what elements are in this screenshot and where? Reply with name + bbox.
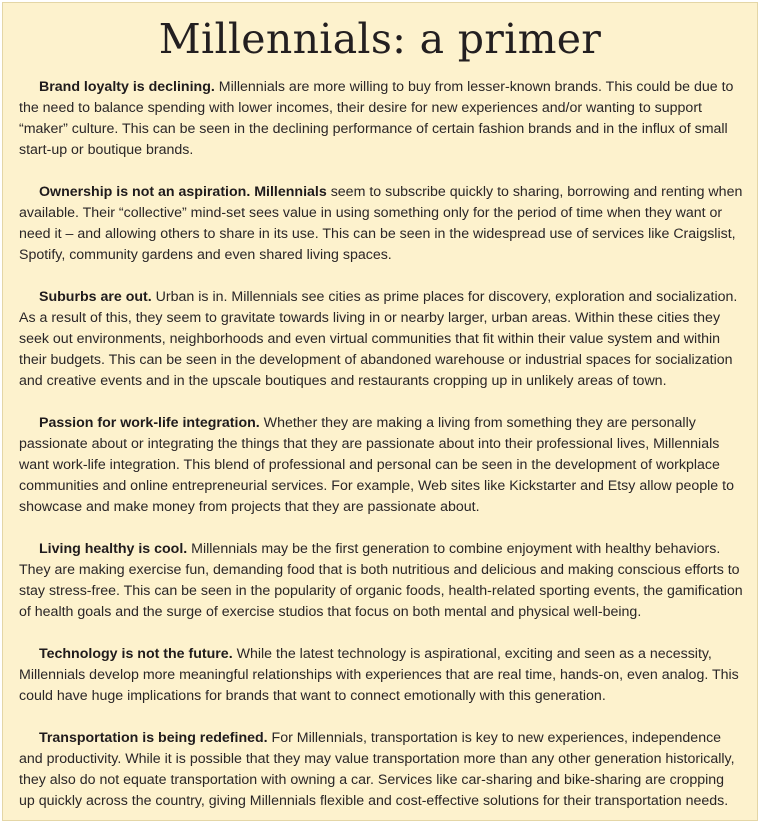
paragraph-living-healthy bbox=[19, 539, 743, 623]
paragraph-work-life bbox=[19, 413, 743, 518]
paragraph-lead: Passion for work-life integration. bbox=[39, 415, 260, 431]
paragraph-text: Millennials are more willing to buy from lesser-known brands. This could be due to the need to balance spending with lower incomes, their desire for new experiences and/or wanting to support “maker” culture. This can be seen in the declining performance of certain fashion brands and in the influx of small start-up or boutique brands. bbox=[19, 79, 734, 158]
paragraph-lead: Transportation is being redefined. bbox=[39, 730, 268, 746]
paragraph-text: Urban is in. Millennials see cities as prime places for discovery, exploration and socialization. As a result of this, they seem to gravitate towards living in or nearby larger, urban areas. Within these cities they seek out environments, neighborhoods and even virtual communities that fit within their value system and within their budgets. This can be seen in the development of abandoned warehouse or industrial spaces for socialization and creative events and in the upscale boutiques and restaurants cropping up in unlikely areas of town. bbox=[19, 289, 738, 389]
paragraph-lead: Living healthy is cool. bbox=[39, 541, 188, 557]
primer-panel bbox=[2, 2, 758, 821]
paragraph-text: seem to subscribe quickly to sharing, borrowing and renting when available. Their “collective” mind-set sees value in using something only for the period of time when they want or need it – and allowing others to share in its use. This can be seen in the widespread use of services like Craigslist, Spotify, community gardens and even shared living spaces. bbox=[19, 184, 743, 263]
paragraph-ownership bbox=[19, 182, 743, 266]
paragraph-text: While the latest technology is aspirational, exciting and seen as a necessity, Millennials develop more meaningful relationships with experiences that are real time, hands-on, even analog. This could have huge implications for brands that want to connect emotionally with this generation. bbox=[19, 646, 739, 704]
paragraph-text: Whether they are making a living from something they are personally passionate about or integrating the things that they are passionate about into their professional lives, Millennials want work-life integration. This blend of professional and personal can be seen in the development of workplace communities and online entrepreneurial services. For example, Web sites like Kickstarter and Etsy allow people to showcase and make money from projects that they are passionate about. bbox=[19, 415, 734, 515]
paragraph-lead: Ownership is not an aspiration. Millennials bbox=[39, 184, 327, 200]
paragraph-lead: Brand loyalty is declining. bbox=[39, 79, 215, 95]
primer-body bbox=[3, 67, 757, 812]
paragraph-suburbs bbox=[19, 287, 743, 392]
paragraph-brand-loyalty bbox=[19, 77, 743, 161]
paragraph-lead: Suburbs are out. bbox=[39, 289, 152, 305]
paragraph-technology bbox=[19, 644, 743, 707]
paragraph-transportation bbox=[19, 728, 743, 812]
paragraph-text: For Millennials, transportation is key to new experiences, independence and productivity. While it is possible that they may value transportation more than any other generation historically, they also do not equate transportation with owning a car. Services like car-sharing and bike-sharing are cropping up quickly across the country, giving Millennials flexible and cost-effective solutions for their transportation needs. bbox=[19, 730, 735, 809]
paragraph-lead: Technology is not the future. bbox=[39, 646, 233, 662]
paragraph-text: Millennials may be the first generation to combine enjoyment with healthy behaviors. They are making exercise fun, demanding food that is both nutritious and delicious and making conscious efforts to stay stress-free. This can be seen in the popularity of organic foods, health-related sporting events, the gamification of health goals and the surge of exercise studios that focus on both mental and physical well-being. bbox=[19, 541, 743, 620]
page-title: Millennials: a primer bbox=[158, 15, 602, 63]
